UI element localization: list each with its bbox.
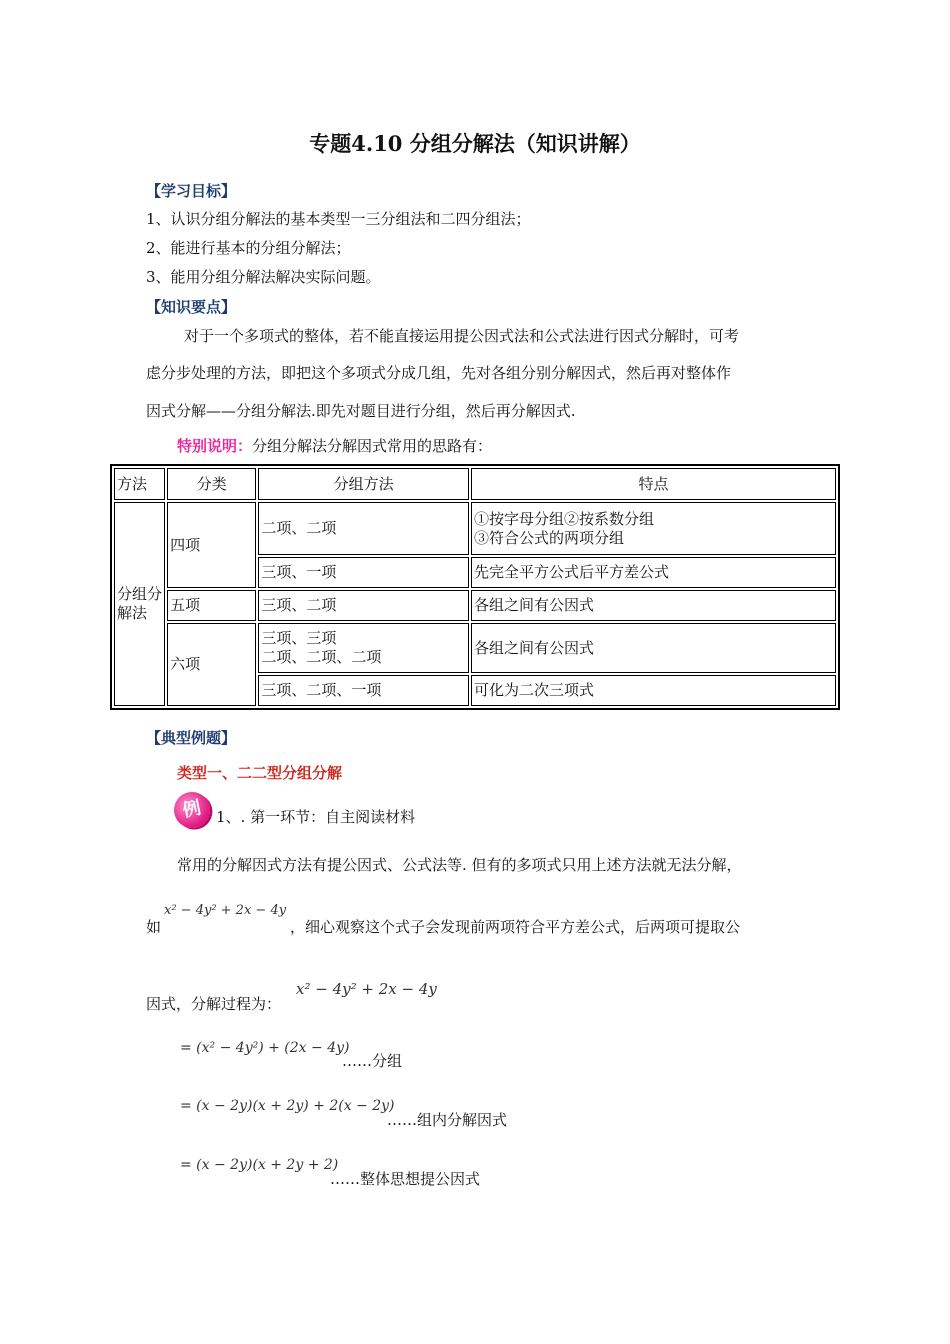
step-2-note: ……组内分解因式	[387, 1111, 508, 1129]
grouping-cell: 三项、一项	[258, 557, 469, 588]
table-row	[114, 590, 836, 621]
key-points-line: 虑分步处理的方法，即把这个多项式分成几组，先对各组分别分解因式，然后再对整体作	[146, 364, 732, 382]
step-1-expression: = (x² − 4y²) + (2x − 4y)	[180, 1040, 350, 1056]
grouping-methods-table	[110, 464, 840, 710]
feature-cell: 各组之间有公因式	[471, 590, 836, 621]
learning-goals-heading: 【学习目标】	[146, 182, 237, 200]
step-1-note: ……分组	[342, 1052, 403, 1070]
header-method: 方法	[114, 468, 165, 500]
grouping-cell: 三项、二项、一项	[258, 675, 469, 706]
category-six: 六项	[167, 623, 256, 706]
step-2-expression: = (x − 2y)(x + 2y) + 2(x − 2y)	[180, 1098, 395, 1114]
grouping-cell: 三项、三项 二项、二项、二项	[258, 623, 469, 673]
goal-item: 2、能进行基本的分组分解法；	[146, 239, 351, 257]
category-four: 四项	[167, 502, 256, 588]
observation-text: ，细心观察这个式子会发现前两项符合平方差公式，后两项可提取公	[290, 918, 741, 936]
header-feature: 特点	[471, 468, 836, 500]
goal-item: 1、认识分组分解法的基本类型一三分组法和二四分组法；	[146, 210, 531, 228]
table-row	[114, 623, 836, 673]
grouping-cell: 三项、二项	[258, 590, 469, 621]
feature-cell: 可化为二次三项式	[471, 675, 836, 706]
examples-heading: 【典型例题】	[146, 729, 237, 747]
header-grouping: 分组方法	[258, 468, 469, 500]
expression-2: x² − 4y² + 2x − 4y	[296, 980, 437, 998]
feature-cell: 各组之间有公因式	[471, 623, 836, 673]
key-points-heading: 【知识要点】	[146, 298, 237, 316]
key-points-line: 因式分解——分组分解法.即先对题目进行分组，然后再分解因式.	[146, 402, 576, 420]
ru-text: 如	[146, 918, 162, 936]
feature-cell: 先完全平方公式后平方差公式	[471, 557, 836, 588]
step-3-note: ……整体思想提公因式	[330, 1170, 481, 1188]
goal-item: 3、能用分组分解法解决实际问题。	[146, 268, 381, 286]
example-badge-icon: 例	[171, 789, 214, 832]
header-category: 分类	[167, 468, 256, 500]
key-points-line: 对于一个多项式的整体，若不能直接运用提公因式法和公式法进行因式分解时，可考	[184, 327, 740, 345]
feature-cell: ①按字母分组②按系数分组 ③符合公式的两项分组	[471, 502, 836, 555]
special-note-label: 特别说明：	[177, 437, 253, 455]
special-note	[177, 437, 492, 455]
expression-1: x² − 4y² + 2x − 4y	[164, 903, 287, 918]
page-title: 专题4.10 分组分解法（知识讲解）	[309, 131, 641, 156]
step-3-expression: = (x − 2y)(x + 2y + 2)	[180, 1157, 339, 1173]
method-cell: 分组分 解法	[114, 502, 165, 706]
material-paragraph: 常用的分解因式方法有提公因式、公式法等. 但有的多项式只用上述方法就无法分解，	[177, 856, 742, 874]
example-1-label: 1、. 第一环节：自主阅读材料	[216, 808, 416, 826]
category-five: 五项	[167, 590, 256, 621]
process-intro: 因式，分解过程为：	[146, 995, 282, 1013]
special-note-text: 分组分解法分解因式常用的思路有：	[252, 437, 493, 455]
grouping-cell: 二项、二项	[258, 502, 469, 555]
table-row	[114, 502, 836, 555]
type-one-title: 类型一、二二型分组分解	[177, 764, 343, 782]
table-header-row	[114, 468, 836, 500]
